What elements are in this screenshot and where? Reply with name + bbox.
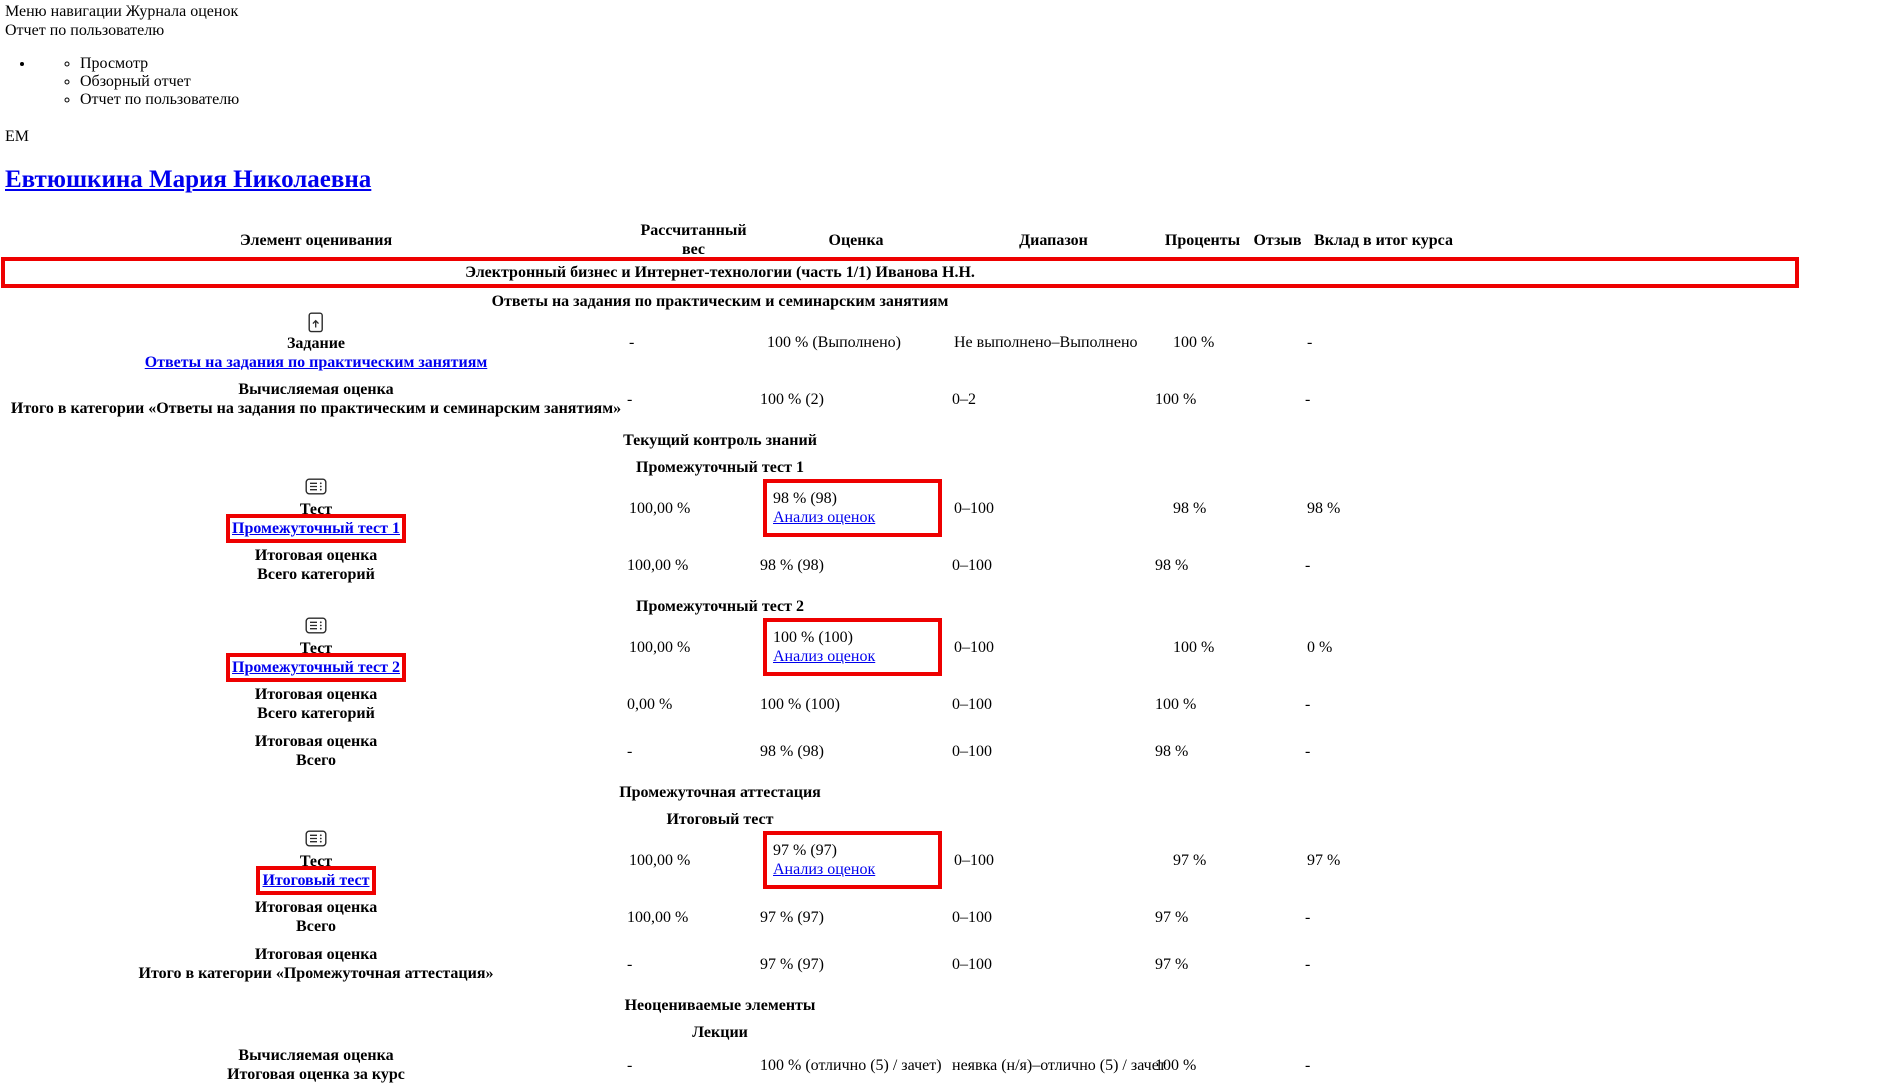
item-kind: Задание xyxy=(286,335,346,352)
contribution-cell: 97 % xyxy=(1307,851,1341,869)
category-label: Ответы на задания по практическим и семинарским занятиям xyxy=(491,293,949,310)
percentage-cell: 98 % xyxy=(1173,499,1207,517)
category-label: Неоцениваемые элементы xyxy=(624,997,816,1014)
total-type: Вычисляемая оценка xyxy=(238,381,394,398)
course-total-row xyxy=(5,1042,1795,1089)
contribution-cell: - xyxy=(1305,695,1311,713)
total-row xyxy=(5,376,1795,423)
weight-cell: 100,00 % xyxy=(627,908,689,926)
category-label: Промежуточная аттестация xyxy=(619,784,821,801)
feedback-cell xyxy=(1250,376,1305,423)
total-label: Итоговая оценка за курс xyxy=(227,1066,405,1083)
grade-highlight-box xyxy=(767,483,938,533)
item-kind: Тест xyxy=(299,640,333,657)
col-header-contribution: Вклад в итог курса xyxy=(1314,231,1453,249)
total-type: Итоговая оценка xyxy=(254,946,378,963)
category-label: Итоговый тест xyxy=(666,811,774,828)
total-type: Итоговая оценка xyxy=(254,899,378,916)
percentage-cell: 98 % xyxy=(1155,556,1189,574)
page-title xyxy=(5,166,1880,194)
grade-highlight-box xyxy=(767,835,938,885)
user-initials: ЕМ xyxy=(5,128,29,145)
category-row xyxy=(5,775,1795,802)
feedback-cell xyxy=(1250,728,1305,775)
item-link-highlighted[interactable]: Промежуточный тест 2 xyxy=(232,659,400,676)
weight-cell: - xyxy=(629,333,635,351)
contribution-cell: - xyxy=(1305,742,1311,760)
grade-analysis-link[interactable]: Анализ оценок xyxy=(773,861,876,878)
item-link-highlighted[interactable]: Итоговый тест xyxy=(262,872,370,889)
grade-cell: 97 % (97) xyxy=(760,908,824,926)
total-label: Всего xyxy=(296,918,336,935)
col-header-grade-item: Элемент оценивания xyxy=(239,231,393,249)
col-header-calculated-weight: Рассчитанный вес xyxy=(640,222,747,258)
grade-cell: 100 % (отлично (5) / зачет) xyxy=(760,1056,942,1074)
contribution-cell: - xyxy=(1305,908,1311,926)
weight-cell: 100,00 % xyxy=(627,556,689,574)
weight-cell: 100,00 % xyxy=(629,499,691,517)
range-cell: 0–100 xyxy=(952,908,992,926)
grade-item-row xyxy=(5,829,1795,894)
percentage-cell: 97 % xyxy=(1155,908,1189,926)
total-row xyxy=(5,941,1795,988)
feedback-cell xyxy=(1250,542,1305,589)
weight-cell: 100,00 % xyxy=(629,851,691,869)
percentage-cell: 100 % xyxy=(1173,638,1215,656)
total-label: Итого в категории «Ответы на задания по практическим и семинарским занятиям» xyxy=(10,400,622,417)
contribution-cell: - xyxy=(1305,556,1311,574)
percentage-cell: 97 % xyxy=(1155,955,1189,973)
grade-cell: 98 % (98) xyxy=(760,556,824,574)
nav-current-report: Отчет по пользователю xyxy=(5,22,165,39)
grade-cell: 100 % (100) xyxy=(760,695,840,713)
total-label: Всего категорий xyxy=(257,705,375,722)
table-header-row xyxy=(5,215,1795,261)
weight-cell: 0,00 % xyxy=(627,695,673,713)
quiz-icon xyxy=(5,478,627,500)
range-cell: 0–100 xyxy=(952,556,992,574)
item-kind: Тест xyxy=(299,501,333,518)
category-label: Текущий контроль знаний xyxy=(623,432,817,449)
col-header-filler xyxy=(1462,215,1795,261)
contribution-cell: 98 % xyxy=(1307,499,1341,517)
user-report-table xyxy=(5,215,1795,1089)
grade-value: 100 % (100) xyxy=(773,629,853,646)
range-cell: неявка (н/я)–отлично (5) / зачет xyxy=(952,1056,1166,1074)
feedback-cell xyxy=(1250,616,1305,681)
category-row xyxy=(5,802,1795,829)
grade-highlight-box xyxy=(767,622,938,672)
feedback-cell xyxy=(1250,894,1305,941)
range-cell: 0–100 xyxy=(954,851,994,869)
nav-menu-title: Меню навигации Журнала оценок xyxy=(5,3,239,20)
range-cell: 0–100 xyxy=(954,638,994,656)
contribution-cell: - xyxy=(1305,1056,1311,1074)
grade-cell: 98 % (98) xyxy=(760,742,824,760)
item-link-highlighted[interactable]: Промежуточный тест 1 xyxy=(232,520,400,537)
total-type: Итоговая оценка xyxy=(254,547,378,564)
nav-menu-root-item xyxy=(35,54,1880,109)
gradebook-nav-block xyxy=(5,2,1880,40)
weight-cell: - xyxy=(627,742,633,760)
grade-analysis-link[interactable]: Анализ оценок xyxy=(773,648,876,665)
total-type: Итоговая оценка xyxy=(254,733,378,750)
total-row xyxy=(5,894,1795,941)
weight-cell: - xyxy=(627,1056,633,1074)
total-label: Итого в категории «Промежуточная аттестация» xyxy=(138,965,494,982)
total-type: Вычисляемая оценка xyxy=(238,1047,394,1064)
grade-cell: 100 % (Выполнено) xyxy=(767,333,901,351)
grade-item-row xyxy=(5,616,1795,681)
total-row xyxy=(5,728,1795,775)
feedback-cell xyxy=(1250,941,1305,988)
item-kind: Тест xyxy=(299,853,333,870)
course-title: Электронный бизнес и Интернет-технологии (часть 1/1) Иванова Н.Н. xyxy=(465,264,975,281)
percentage-cell: 100 % xyxy=(1155,1056,1197,1074)
category-row xyxy=(5,1015,1795,1042)
category-label: Лекции xyxy=(692,1024,748,1041)
category-row xyxy=(5,284,1795,311)
category-row xyxy=(5,450,1795,477)
course-row-highlight-box xyxy=(5,261,1795,284)
category-row xyxy=(5,589,1795,616)
range-cell: 0–100 xyxy=(952,695,992,713)
percentage-cell: 100 % xyxy=(1155,695,1197,713)
category-row xyxy=(5,423,1795,450)
grade-item-row xyxy=(5,311,1795,376)
feedback-cell xyxy=(1250,477,1305,542)
user-name-link[interactable]: Евтюшкина Мария Николаевна xyxy=(5,166,372,193)
feedback-cell xyxy=(1250,1042,1305,1089)
range-cell: Не выполнено–Выполнено xyxy=(954,333,1138,351)
contribution-cell: - xyxy=(1305,390,1311,408)
grade-cell: 100 % (2) xyxy=(760,390,824,408)
weight-cell: - xyxy=(627,390,633,408)
percentage-cell: 100 % xyxy=(1155,390,1197,408)
percentage-cell: 100 % xyxy=(1173,333,1215,351)
percentage-cell: 98 % xyxy=(1155,742,1189,760)
nav-menu-item-overview[interactable]: ◦ Обзорный отчет xyxy=(80,73,1880,91)
range-cell: 0–100 xyxy=(952,955,992,973)
range-cell: 0–2 xyxy=(952,390,976,408)
assignment-icon xyxy=(5,312,627,334)
total-type: Итоговая оценка xyxy=(254,686,378,703)
grade-cell: 97 % (97) xyxy=(760,955,824,973)
col-header-feedback: Отзыв xyxy=(1253,231,1302,249)
gradebook-nav-menu xyxy=(5,54,1880,109)
grade-value: 97 % (97) xyxy=(773,842,837,859)
feedback-cell xyxy=(1250,681,1305,728)
total-label: Всего категорий xyxy=(257,566,375,583)
weight-cell: 100,00 % xyxy=(629,638,691,656)
col-header-percentage: Проценты xyxy=(1164,231,1241,249)
grade-value: 98 % (98) xyxy=(773,490,837,507)
range-cell: 0–100 xyxy=(952,742,992,760)
total-row xyxy=(5,542,1795,589)
quiz-icon xyxy=(5,617,627,639)
contribution-cell: 0 % xyxy=(1307,638,1333,656)
contribution-cell: - xyxy=(1305,955,1311,973)
category-label: Промежуточный тест 2 xyxy=(636,598,804,615)
nav-menu-item-user-report[interactable]: ◦ Отчет по пользователю xyxy=(80,91,1880,109)
category-row xyxy=(5,988,1795,1015)
category-label: Промежуточный тест 1 xyxy=(636,459,804,476)
total-label: Всего xyxy=(296,752,336,769)
total-row xyxy=(5,681,1795,728)
nav-menu-item-view[interactable]: ◦ • Просмотр xyxy=(80,55,1880,73)
col-header-grade: Оценка xyxy=(828,231,884,249)
weight-cell: - xyxy=(627,955,633,973)
col-header-range: Диапазон xyxy=(1019,231,1088,249)
item-link[interactable]: Ответы на задания по практическим занятиям xyxy=(144,354,488,371)
feedback-cell xyxy=(1250,829,1305,894)
feedback-cell xyxy=(1250,311,1305,376)
course-row xyxy=(5,261,1795,284)
grade-analysis-link[interactable]: Анализ оценок xyxy=(773,509,876,526)
contribution-cell: - xyxy=(1307,333,1313,351)
percentage-cell: 97 % xyxy=(1173,851,1207,869)
quiz-icon xyxy=(5,830,627,852)
range-cell: 0–100 xyxy=(954,499,994,517)
grade-item-row xyxy=(5,477,1795,542)
